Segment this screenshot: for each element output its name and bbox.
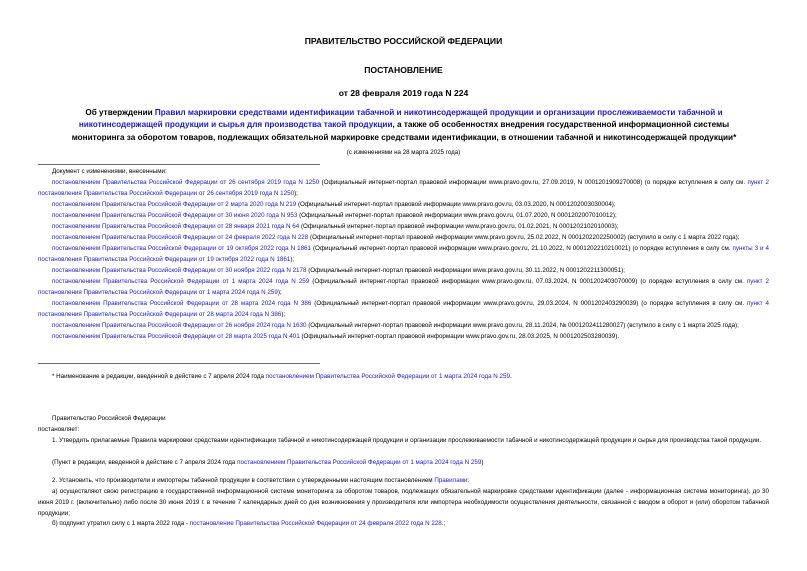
- government-heading: ПРАВИТЕЛЬСТВО РОССИЙСКОЙ ФЕДЕРАЦИИ: [304, 36, 503, 46]
- amendment-item: [38, 265, 769, 276]
- amendment-section-link[interactable]: пункты 3 и 4 постановления Правительства Российской Федерации от 19 октября 2022 года N 1861: [38, 245, 769, 263]
- amendment-date-note: (с изменениями на 28 марта 2025 года): [346, 149, 461, 156]
- amendment-item: [38, 210, 769, 221]
- amendment-link[interactable]: постановлением Правительства Российской Федерации от 26 сентября 2019 года N 1250: [52, 179, 320, 186]
- divider: [38, 164, 320, 165]
- amendment-text: (Официальный интернет-портал правовой информации www.pravo.gov.ru, 25.02.2022, N 0001202202250002) (вступило в силу с 1 марта 2022 года);: [308, 234, 740, 241]
- amendment-item: [38, 276, 769, 298]
- amendment-link[interactable]: постановлением Правительства Российской Федерации от 30 ноября 2022 года N 2178: [52, 267, 307, 274]
- amendment-text: (Официальный интернет-портал правовой информации www.pravo.gov.ru, 27.09.2019, N 0001201909270008) (о порядке вступления в силу см.: [319, 179, 748, 186]
- subparagraph-b-text: б) подпункт утратил силу с 1 марта 2022 года -: [52, 520, 190, 527]
- title-prefix: Об утверждении: [85, 108, 155, 117]
- amendment-link[interactable]: постановлением Правительства Российской Федерации от 28 марта 2025 года N 401: [52, 333, 300, 340]
- footnote-end: .: [509, 373, 512, 380]
- amendment-link[interactable]: постановлением Правительства Российской Федерации от 19 октября 2022 года N 1861: [52, 245, 311, 252]
- amendment-link[interactable]: постановлением Правительства Российской Федерации от 1 марта 2024 года N 259: [52, 278, 310, 285]
- amendment-item: [38, 298, 769, 320]
- paragraph-1: 1. Утвердить прилагаемые Правила маркировки средствами идентификации табачной и никотинсодержащей продукции и организации прослеживаемости табачной и никотинсодержащей продукции и сырья для производства такой продукции.: [52, 437, 762, 444]
- amendment-text: (Официальный интернет-портал правовой информации www.pravo.gov.ru, 21.10.2022, N 0001202210210021) (о порядке вступления в силу см.: [311, 245, 733, 252]
- subparagraph-a: а) осуществляют свою регистрацию в государственной информационной системе мониторинга за оборотом товаров, подлежащих обязательной маркировке средствами идентификации (далее - информационная система мониторинга), до 30 июня 2019 г. (включительно) либо после 30 июня 2019 г. в течение 7 календарных дней со дня возникновения у производителя или импортера необходимости осуществления деятельности, связанной с вводом в оборот и (или) оборотом табачной продукции;: [38, 488, 769, 517]
- rules-title-link[interactable]: Правил маркировки средствами идентификации табачной и никотинсодержащей продукции и организации прослеживаемости табачной и никотинсодержащей продукции и сырья для производства такой продукции: [78, 108, 723, 130]
- amendment-link[interactable]: постановлением Правительства Российской Федерации от 28 марта 2024 года N 386: [52, 300, 312, 307]
- amendment-link[interactable]: постановлением Правительства Российской Федерации от 26 ноября 2024 года N 1630: [52, 322, 307, 329]
- amendment-text: (Официальный интернет-портал правовой информации www.pravo.gov.ru, 28.03.2025, N 0001202503280039).: [299, 333, 620, 340]
- note-end: ): [481, 459, 484, 466]
- subparagraph-b-link[interactable]: постановление Правительства Российской Федерации от 24 февраля 2022 года N 228: [189, 520, 442, 527]
- amendment-link[interactable]: постановлением Правительства Российской Федерации от 28 января 2021 года N 64: [52, 223, 300, 230]
- document-type: ПОСТАНОВЛЕНИЕ: [364, 65, 443, 75]
- document-date-number: от 28 февраля 2019 года N 224: [338, 88, 469, 98]
- amendment-section-link[interactable]: пункт 4 постановления Правительства Российской Федерации от 28 марта 2024 года N 386: [38, 300, 769, 318]
- footnote-link[interactable]: постановлением Правительства Российской Федерации от 1 марта 2024 года N 259: [265, 373, 510, 380]
- amendment-item: [38, 232, 769, 243]
- government-label: Правительство Российской Федерации: [52, 415, 166, 422]
- amendment-text-end: );: [277, 289, 282, 296]
- paragraph-2: [38, 475, 769, 486]
- amendment-item: [38, 243, 769, 265]
- divider: [38, 363, 320, 364]
- amendments-list: [38, 177, 769, 342]
- amendment-link[interactable]: постановлением Правительства Российской Федерации от 2 марта 2020 года N 219: [52, 201, 297, 208]
- amendment-section-link[interactable]: пункт 2 постановления Правительства Российской Федерации от 1 марта 2024 года N 259: [38, 278, 769, 296]
- amendment-text-end: );: [281, 311, 286, 318]
- rules-link[interactable]: Правилами: [434, 477, 468, 484]
- paragraph-2-end: :: [467, 477, 470, 484]
- amendment-text: (Официальный интернет-портал правовой информации www.pravo.gov.ru, 03.03.2020, N 0001202003030004);: [296, 201, 616, 208]
- footnote-text: * Наименование в редакции, введенной в действие с 7 апреля 2024 года: [52, 373, 266, 380]
- subparagraph-b: [38, 518, 769, 529]
- amendment-item: [38, 199, 769, 210]
- title-suffix: , а также об особенностях внедрения государственной информационной системы мониторинга за оборотом товаров, подлежащих обязательной маркировке средствами идентификации, в отношении табачной и никотинсодержащей продукции*: [71, 120, 737, 142]
- resolves-label: постановляет:: [38, 426, 80, 433]
- amendment-item: [38, 221, 769, 232]
- amendment-link[interactable]: постановлением Правительства Российской Федерации от 30 июня 2020 года N 953: [52, 212, 298, 219]
- note-link[interactable]: постановлением Правительства Российской Федерации от 1 марта 2024 года N 259: [237, 459, 482, 466]
- note-text: (Пункт в редакции, введенной в действие с 7 апреля 2024 года: [52, 459, 238, 466]
- paragraph-1-note: [38, 457, 769, 468]
- amendment-item: [38, 331, 769, 342]
- amendment-text: (Официальный интернет-портал правовой информации www.pravo.gov.ru, 07.03.2024, N 0001202403070009) (о порядке вступления в силу см.: [309, 278, 747, 285]
- subparagraph-b-end: .;: [441, 520, 446, 527]
- amendment-text: (Официальный интернет-портал правовой информации www.pravo.gov.ru, 01.07.2020, N 0001202007010012);: [297, 212, 617, 219]
- amendment-text: (Официальный интернет-портал правовой информации www.pravo.gov.ru, 28.11.2024, № 0001202411280027) (вступило в силу с 1 марта 2025 года);: [306, 322, 739, 329]
- amendment-link[interactable]: постановлением Правительства Российской Федерации от 24 февраля 2022 года N 228: [52, 234, 309, 241]
- amendment-text: (Официальный интернет-портал правовой информации www.pravo.gov.ru, 01.02.2021, N 0001202102010003);: [299, 223, 619, 230]
- amendment-text-end: );: [290, 256, 295, 263]
- amendment-item: [38, 320, 769, 331]
- amendment-text: (Официальный интернет-портал правовой информации www.pravo.gov.ru, 30.11.2022, N 0001202211300051);: [306, 267, 625, 274]
- amendment-text-end: );: [294, 190, 298, 197]
- paragraph-2-text: 2. Установить, что производители и импортеры табачной продукции в соответствии с утвержденными настоящим постановлением: [52, 477, 435, 484]
- document-title: [62, 107, 746, 144]
- amendment-section-link[interactable]: пункт 2 постановления Правительства Российской Федерации от 26 сентября 2019 года N 1250: [38, 179, 770, 197]
- amendments-intro: Документ с изменениями, внесенными:: [52, 168, 167, 175]
- amendment-item: [38, 177, 769, 199]
- footnote: [38, 371, 769, 382]
- amendment-text: (Официальный интернет-портал правовой информации www.pravo.gov.ru, 29.03.2024, N 0001202403290039) (о порядке вступления в силу см.: [311, 300, 747, 307]
